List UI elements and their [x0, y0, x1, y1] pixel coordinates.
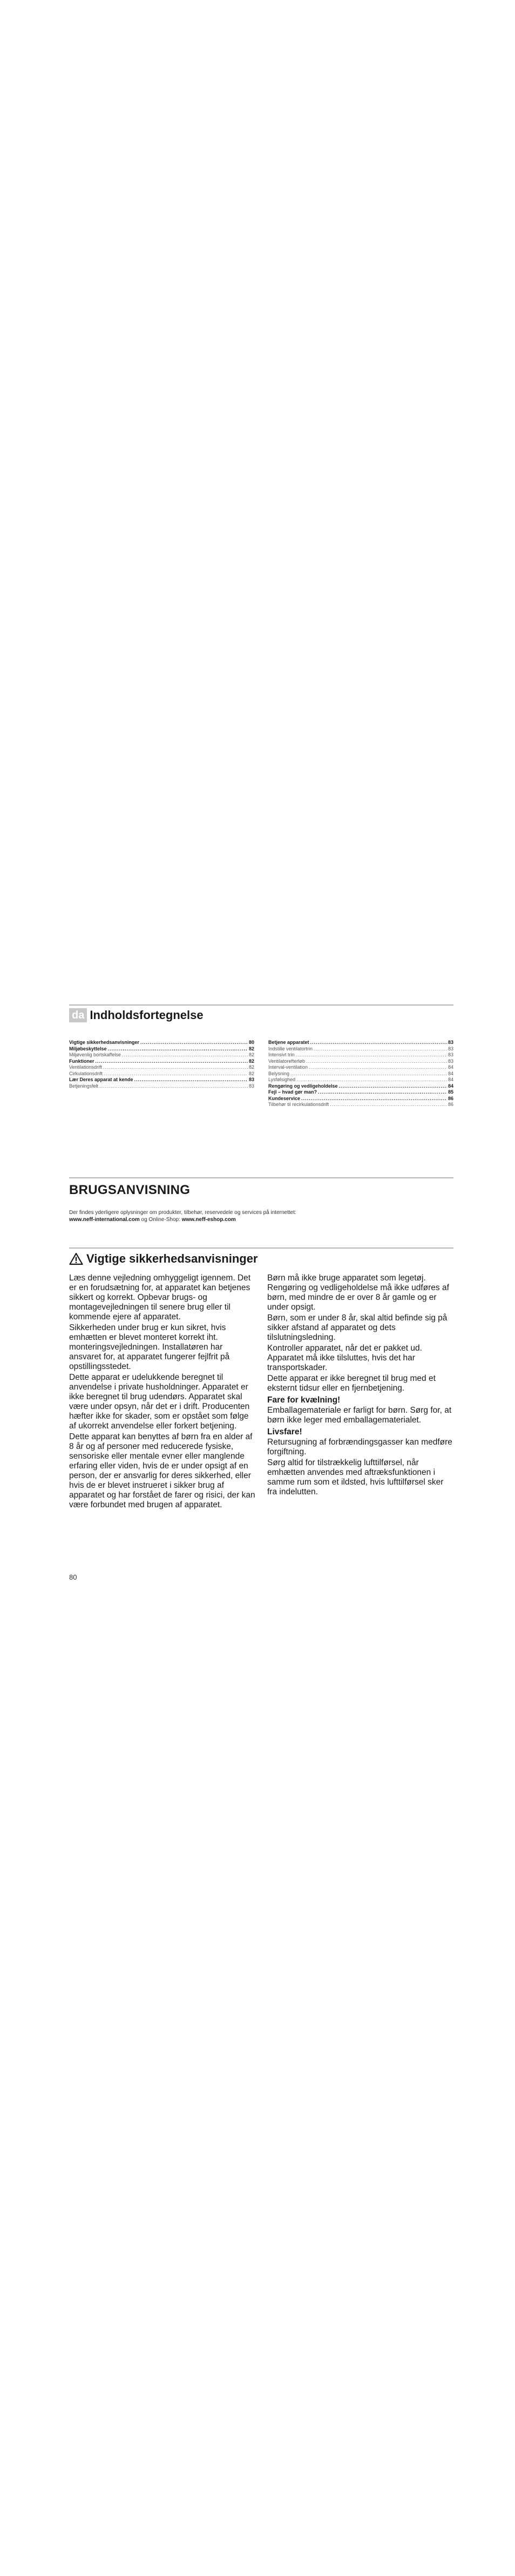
toc-entry-page: 83	[248, 1077, 254, 1082]
toc-entry-title: Rengøring og vedligeholdelse	[268, 1083, 338, 1089]
toc-entry-page: 82	[248, 1064, 254, 1070]
toc-header	[69, 1004, 453, 1022]
toc-entry-page: 83	[248, 1083, 254, 1089]
website-link[interactable]: www.neff-international.com	[69, 1216, 140, 1223]
toc-leader-dots	[296, 1052, 447, 1058]
paragraph: Kontroller apparatet, når det er pakket ud. Apparatet må ikke tilsluttes, hvis det har transportskader.	[267, 1344, 422, 1372]
safety-heading	[69, 1252, 258, 1266]
paragraph: Retursugning af forbrændingsgasser kan medføre forgiftning.	[267, 1438, 452, 1456]
paragraph: Dette apparat er udelukkende beregnet til anvendelse i private husholdninger. Apparatet er ikke beregnet til brug udendørs. Apparatet skal være under opsyn, når det er i drift. Producenten hæfter ikke for skader, som er opstået som følge af ukorrekt anvendelse eller forkert betjening.	[69, 1373, 250, 1431]
toc-entry-page: 84	[448, 1077, 453, 1082]
toc-entry[interactable]	[268, 1046, 453, 1053]
toc-entry-page: 84	[448, 1064, 453, 1070]
toc-leader-dots	[140, 1040, 248, 1046]
toc-entry-title: Ventilatorefterløb	[268, 1058, 306, 1064]
toc-leader-dots	[318, 1089, 447, 1096]
toc-entry-page: 82	[248, 1058, 254, 1064]
toc-entry-title: Betjene apparatet	[268, 1040, 309, 1045]
toc-entry-page: 83	[448, 1046, 453, 1051]
toc-leader-dots	[108, 1046, 248, 1053]
eshop-link[interactable]: www.neff-eshop.com	[181, 1216, 236, 1223]
toc-entry-title: Fejl – hvad gør man?	[268, 1089, 317, 1095]
toc-leader-dots	[330, 1102, 447, 1108]
language-badge: da	[69, 1008, 87, 1022]
toc-entry[interactable]	[69, 1077, 254, 1083]
toc-columns	[69, 1040, 453, 1108]
paragraph: Dette apparat er ikke beregnet til brug med et eksternt tidsur eller en fjernbetjening.	[267, 1374, 436, 1393]
section-divider	[69, 1247, 453, 1249]
toc-entry[interactable]	[69, 1046, 254, 1053]
toc-leader-dots	[290, 1071, 447, 1077]
toc-entry[interactable]	[69, 1052, 254, 1058]
paragraph: Børn må ikke bruge apparatet som legetøj. Rengøring og vedligeholdelse må ikke udføres af børn, med mindre de er over 8 år gamle og er under opsigt.	[267, 1273, 449, 1312]
toc-entry[interactable]	[268, 1058, 453, 1065]
toc-entry-title: Lysfølsighed	[268, 1077, 296, 1082]
toc-entry-title: Indstille ventilatortrin	[268, 1046, 313, 1051]
toc-title: Indholdsfortegnelse	[90, 1008, 204, 1022]
toc-entry[interactable]	[268, 1102, 453, 1108]
toc-entry[interactable]	[268, 1077, 453, 1083]
intro-text: Der findes yderligere oplysninger om produkter, tilbehør, reservedele og services på internettet: www.neff-international.com og Online-Shop: www.neff-eshop.com	[69, 1210, 296, 1223]
section-divider	[69, 1177, 453, 1178]
toc-entry-page: 82	[248, 1046, 254, 1051]
toc-left-column	[69, 1040, 254, 1108]
toc-leader-dots	[339, 1083, 447, 1090]
toc-entry-page: 80	[248, 1040, 254, 1045]
toc-entry-title: Lær Deres apparat at kende	[69, 1077, 133, 1082]
toc-leader-dots	[301, 1096, 447, 1102]
toc-entry-title: Cirkulationsdrift	[69, 1070, 103, 1076]
toc-entry[interactable]	[69, 1040, 254, 1046]
toc-entry-page: 82	[248, 1070, 254, 1076]
toc-entry[interactable]	[268, 1064, 453, 1071]
toc-entry-title: Miljøbeskyttelse	[69, 1046, 107, 1051]
paragraph: Læs denne vejledning omhyggeligt igennem. Det er en forudsætning for, at apparatet kan betjenes sikkert og korrekt. Opbevar brugs- og montagevejledningen til senere brug eller til kommende ejere af apparatet.	[69, 1273, 251, 1321]
toc-entry-page: 84	[448, 1070, 453, 1076]
toc-entry-page: 83	[448, 1058, 453, 1064]
paragraph: Sikkerheden under brug er kun sikret, hvis emhætten er blevet monteret korrekt iht. monteringsvejledningen. Installatøren har ansvaret for, at apparatet fungerer fejlfrit på opstillingsstedet.	[69, 1323, 230, 1371]
paragraph: Børn, som er under 8 år, skal altid befinde sig på sikker afstand af apparatet og dets tilslutningsledning.	[267, 1313, 448, 1342]
toc-entry[interactable]	[268, 1089, 453, 1096]
toc-entry-title: Kundeservice	[268, 1095, 301, 1101]
paragraph: Dette apparat kan benyttes af børn fra en alder af 8 år og af personer med reducerede fysiske, sensoriske eller mentale evner eller manglende erfaring eller viden, hvis de er under opsigt af en person, der er ansvarlig for deres sikkerhed, eller hvis de er blevet instrueret i sikker brug af apparatet og har forstået de farer og risici, der kan være forbundet med brugen af apparatet.	[69, 1432, 255, 1509]
toc-entry-page: 86	[448, 1102, 453, 1107]
paragraph: Emballagemateriale er farligt for børn. Sørg for, at børn ikke leger med emballagematerialet.	[267, 1406, 452, 1425]
toc-entry[interactable]	[268, 1071, 453, 1077]
toc-entry[interactable]	[268, 1052, 453, 1058]
toc-entry-page: 86	[448, 1095, 453, 1101]
toc-leader-dots	[309, 1064, 447, 1071]
warning-triangle-icon	[69, 1252, 83, 1265]
toc-leader-dots	[310, 1040, 447, 1046]
toc-entry-title: Miljøvenlig bortskaffelse	[69, 1052, 121, 1057]
toc-entry[interactable]	[69, 1071, 254, 1077]
toc-entry[interactable]	[268, 1096, 453, 1102]
toc-entry-page: 82	[248, 1052, 254, 1057]
choking-heading: Fare for kvælning!	[267, 1395, 341, 1405]
toc-entry-title: Vigtige sikkerhedsanvisninger	[69, 1040, 139, 1045]
toc-leader-dots	[122, 1052, 248, 1058]
toc-entry-title: Ventilationsdrift	[69, 1064, 103, 1070]
toc-leader-dots	[103, 1064, 248, 1071]
toc-leader-dots	[134, 1077, 248, 1083]
toc-entry-title: Interval-ventilation	[268, 1064, 308, 1070]
toc-leader-dots	[306, 1058, 447, 1065]
brugsanvisning-title: BRUGSANVISNING	[69, 1183, 191, 1197]
toc-entry-page: 83	[448, 1040, 453, 1045]
safety-left-column	[69, 1273, 255, 1511]
danger-heading: Livsfare!	[267, 1427, 302, 1437]
paragraph: Sørg altid for tilstrækkelig lufttilførsel, når emhætten anvendes med aftræksfunktionen i samme rum som et ildsted, hvis lufttilførsel sker fra indelutten.	[267, 1458, 444, 1496]
toc-entry-page: 85	[448, 1089, 453, 1095]
toc-entry[interactable]	[69, 1058, 254, 1065]
toc-entry-title: Tilbehør til recirkulationsdrift	[268, 1102, 329, 1107]
toc-entry-title: Belysning	[268, 1070, 290, 1076]
toc-leader-dots	[296, 1077, 447, 1083]
toc-entry-title: Funktioner	[69, 1058, 94, 1064]
toc-entry[interactable]	[268, 1083, 453, 1090]
safety-title: Vigtige sikkerhedsanvisninger	[86, 1252, 258, 1265]
toc-entry-title: Intensivt trin	[268, 1052, 295, 1057]
toc-leader-dots	[96, 1058, 248, 1065]
safety-right-column	[267, 1273, 453, 1498]
toc-right-column	[268, 1040, 453, 1108]
toc-entry[interactable]	[69, 1064, 254, 1071]
toc-entry[interactable]	[69, 1083, 254, 1090]
toc-leader-dots	[99, 1083, 248, 1090]
toc-leader-dots	[104, 1071, 248, 1077]
toc-entry-page: 84	[448, 1083, 453, 1089]
toc-entry-title: Betjeningsfelt	[69, 1083, 99, 1089]
toc-leader-dots	[314, 1046, 447, 1053]
page-number: 80	[69, 1573, 77, 1581]
toc-entry-page: 83	[448, 1052, 453, 1057]
toc-entry[interactable]	[268, 1040, 453, 1046]
